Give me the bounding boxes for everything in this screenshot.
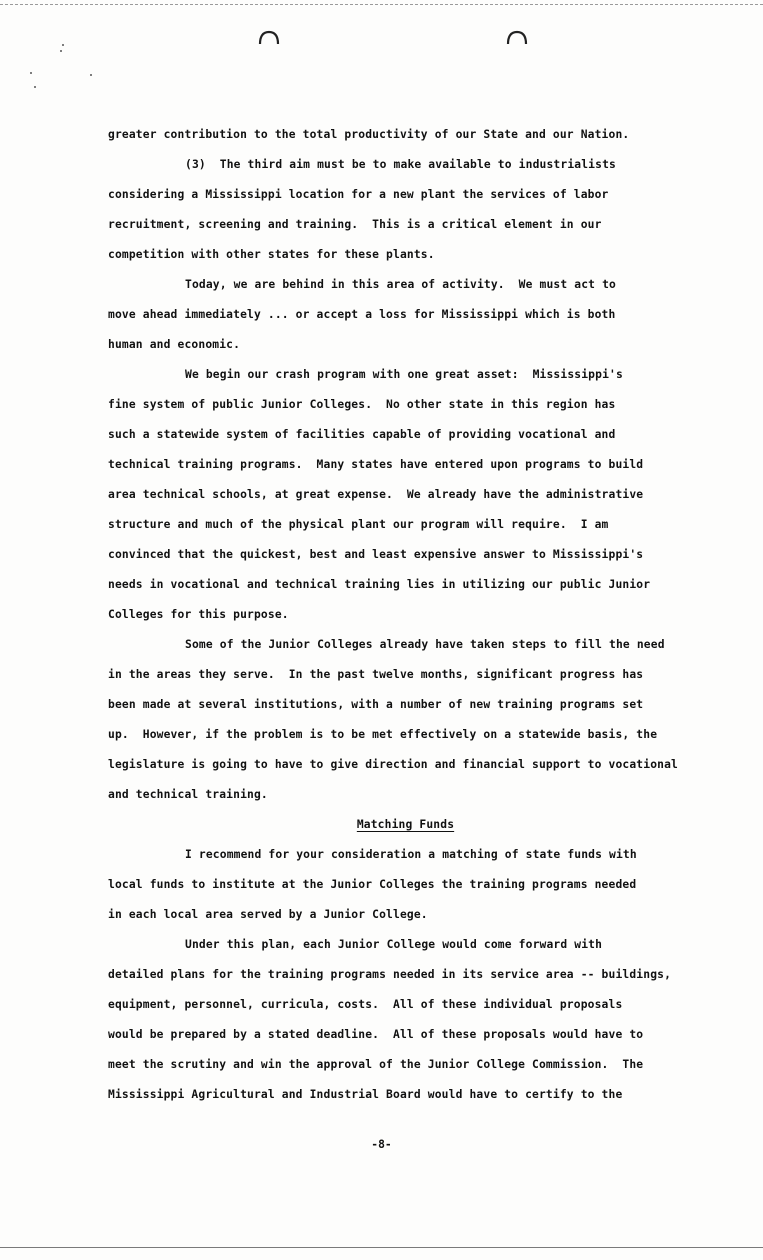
section-heading-text: Matching Funds xyxy=(356,818,455,831)
text-line: move ahead immediately ... or accept a loss for Mississippi which is both xyxy=(108,308,616,321)
text-line: Today, we are behind in this area of activity. We must act to xyxy=(185,278,616,291)
section-heading xyxy=(108,810,733,840)
scan-speck xyxy=(62,44,64,46)
scan-speck xyxy=(90,74,92,76)
scan-speck xyxy=(60,50,62,52)
text-line: considering a Mississippi location for a new plant the services of labor xyxy=(108,188,609,201)
text-line: recruitment, screening and training. This is a critical element in our xyxy=(108,218,602,231)
text-line: Mississippi Agricultural and Industrial Board would have to certify to the xyxy=(108,1088,623,1101)
text-line: needs in vocational and technical training lies in utilizing our public Junior xyxy=(108,578,651,591)
text-line: technical training programs. Many states have entered upon programs to build xyxy=(108,458,644,471)
text-line: structure and much of the physical plant our program will require. I am xyxy=(108,518,609,531)
text-line: I recommend for your consideration a matching of state funds with xyxy=(185,848,637,861)
text-line: Some of the Junior Colleges already have taken steps to fill the need xyxy=(185,638,665,651)
text-line: legislature is going to have to give direction and financial support to vocational xyxy=(108,758,679,771)
punch-hole-mark-right xyxy=(505,28,529,52)
text-line: (3) The third aim must be to make available to industrialists xyxy=(185,158,616,171)
page-top-edge xyxy=(0,4,763,5)
scan-speck xyxy=(30,72,32,74)
scan-speck xyxy=(34,86,36,88)
document-body xyxy=(108,120,733,1110)
text-line: equipment, personnel, curricula, costs. All of these individual proposals xyxy=(108,998,623,1011)
text-line: and technical training. xyxy=(108,788,268,801)
text-line: fine system of public Junior Colleges. No other state in this region has xyxy=(108,398,616,411)
text-line: detailed plans for the training programs needed in its service area -- buildings, xyxy=(108,968,672,981)
text-line: such a statewide system of facilities capable of providing vocational and xyxy=(108,428,616,441)
punch-hole-mark-left xyxy=(257,28,281,52)
page-number: -8- xyxy=(371,1138,392,1151)
text-line: area technical schools, at great expense. We already have the administrative xyxy=(108,488,644,501)
text-line: We begin our crash program with one great asset: Mississippi's xyxy=(185,368,623,381)
text-line: Colleges for this purpose. xyxy=(108,608,289,621)
text-line: greater contribution to the total productivity of our State and our Nation. xyxy=(108,128,630,141)
page-bottom-edge xyxy=(0,1247,763,1248)
text-line: meet the scrutiny and win the approval of the Junior College Commission. The xyxy=(108,1058,644,1071)
text-line: up. However, if the problem is to be met effectively on a statewide basis, the xyxy=(108,728,658,741)
text-line: in the areas they serve. In the past twelve months, significant progress has xyxy=(108,668,644,681)
text-line: Under this plan, each Junior College would come forward with xyxy=(185,938,603,951)
text-line: human and economic. xyxy=(108,338,241,351)
text-line: local funds to institute at the Junior Colleges the training programs needed xyxy=(108,878,637,891)
text-line: been made at several institutions, with a number of new training programs set xyxy=(108,698,644,711)
text-line: convinced that the quickest, best and least expensive answer to Mississippi's xyxy=(108,548,644,561)
text-line: competition with other states for these plants. xyxy=(108,248,435,261)
text-line: would be prepared by a stated deadline. All of these proposals would have to xyxy=(108,1028,644,1041)
text-line: in each local area served by a Junior College. xyxy=(108,908,428,921)
